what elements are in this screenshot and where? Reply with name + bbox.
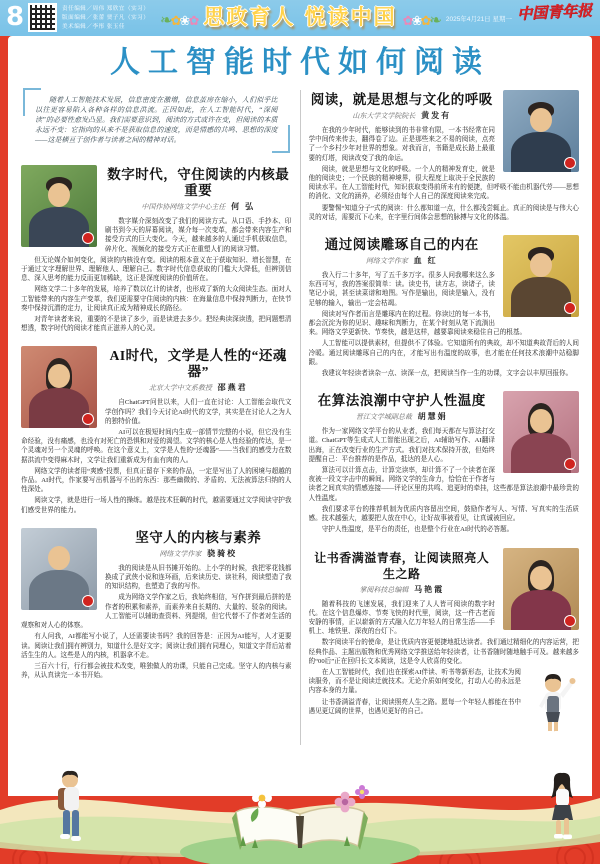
paragraph: 算法可以计算点击，计算完读率，却计算不了一个读者在深夜被一段文字击中的瞬间。网络文学的生命力，恰恰在于作者与读者之间真实的情感连接——评论区里的共鸣、追更时的牵挂，这些都是算法浪潮中最珍贵的人性温度。: [308, 467, 579, 502]
banner-title: 思政育人 悦读中国: [203, 5, 397, 29]
article-byline: 中国作协网络文学中心主任 何 弘: [141, 202, 256, 211]
paragraph: 自ChatGPT问世以来，人们一直在讨论：人工智能会取代文学创作吗？我们今天讨论AI时代的文学，其实是在讨论人之为人的独特价值。: [105, 399, 292, 425]
paragraph: AI可以在极短时间内生成一部情节完整的小说，但它没有生命经验，没有痛感，也没有对死亡的恐惧和对爱的渴望。文学的核心是人性经验的传达，是一个灵魂对另一个灵魂的呼唤。在这个意义上，文学是人性的“还魂器”——当我们的感受力在数据洪流中变得麻木时，文学让我们重新成为有血有肉的人。: [21, 429, 292, 464]
flower-decoration-icon: ❧✿❀✿: [160, 12, 198, 29]
article-title: 通过阅读雕琢自己的内在: [324, 237, 479, 253]
article-byline: 北京大学中文系教授 邵燕君: [148, 383, 248, 393]
author-photo: [503, 90, 579, 172]
page-number: 8: [6, 2, 25, 32]
credit-line: 版面编辑／张蕾 贾子凡（实习）: [62, 14, 150, 21]
paragraph: 网络文学的读者用“爽感”投票，但真正留存下来的作品，一定是写出了人的困境与超越的作品。AI时代，作家要写出机器写不出的东西：那些幽微的、矛盾的、无法被算法归纳的人性深处。: [21, 467, 292, 494]
article-title: 在算法浪潮中守护人性温度: [317, 393, 486, 409]
paragraph: 阅读，就是思想与文化的呼吸。一个人的精神发育史，就是他的阅读史；一个民族的精神境界，很大程度上取决于全民族的阅读水平。在人工智能时代，知识获取变得前所未有的便捷，但呼吸不能由机器代劳——思想的消化、文化的涵养，必须经由每个人自己的深度阅读来完成。: [308, 165, 579, 201]
flower-decoration-icon: ✿❀✿❧: [402, 12, 440, 29]
paragraph: 阅读对写作者而言是雕琢内在的过程。你读过的每一本书，都会沉淀为你的见识、趣味和判断力，在某个时刻从笔下流淌出来。网络文学更新快、节奏快，越是这样，越要靠阅读来稳住自己的根基。: [308, 310, 527, 337]
paragraph: 人工智能可以提供素材，但提供不了体验。它知道所有的典故，却不知道典故背后的人间冷暖。通过阅读雕琢自己的内在，才能写出有温度的故事，也才能在任何技术浪潮中站稳脚跟。: [308, 340, 579, 366]
author-photo: [21, 165, 97, 247]
pattern-circles: [13, 840, 593, 864]
paragraph: 随着科技的飞速发展，我们迎来了人人皆可阅读的数字时代。在这个信息爆炸、节奏飞快的时代里，阅读，这一件古老而安静的事情，正以崭新的方式融入亿万年轻人的日常生活——手机上、地铁里、深夜的台灯下。: [308, 600, 495, 636]
main-headline: 人工智能时代如何阅读: [110, 46, 490, 79]
paragraph: 三百六十行，行行都会被技术改变，唯独做人的功课，只能自己完成。坚守人的内核与素养，从认真读完一本书开始。: [21, 662, 292, 680]
author-photo: [503, 391, 579, 473]
video-badge-icon: [564, 458, 576, 470]
paragraph: 我入行二十多年，写了五千多万字。很多人问我哪来这么多东西可写，我的答案很简单：读。读史书，读方志，读诸子，读笔记小说，甚至读菜谱和地图。写作是输出，阅读是输入，没有足够的输入，输出一定会枯竭。: [308, 272, 495, 307]
paragraph: 阅读文学，就是进行一场人性的操练。越是技术狂飙的时代，越需要通过文学阅读守护我们感受世界的能力。: [21, 497, 292, 514]
article-byline: 掌阅科技总编辑 马艳霞: [359, 584, 445, 594]
paragraph: 数字媒介深刻改变了我们的阅读方式。从口语、手抄本、印刷书到今天的屏幕阅读，媒介每一次变革，都会带来内容生产和接受方式的巨大变化。今天，越来越多的人通过手机获取信息，碎片化、视频化的接受方式正在重塑人们的阅读习惯。: [105, 218, 292, 253]
article-title: 让书香满溢青春，让阅读照亮人生之路: [314, 550, 490, 581]
author-photo: [503, 548, 579, 630]
intro-text: 随着人工智能技术发展，信息密度在激增，信息茧房在缩小，人们似乎比以往更容易陷入各种各样的信息洪流。正因如此，在人工智能时代，“深阅读”的必要性愈发凸显。我们需要意识到，阅读的方式或许在变，但阅读的本质永远不变：它指向的从来不是获取信息的速度，而是情感的共鸣、思想的深度——这是横亘于创作者与读者之间的精神对话。: [35, 96, 278, 144]
paragraph: 让书香满溢青春，让阅读照亮人生之路。愿每一个年轻人都能在书中遇见更辽阔的世界，也遇见更好的自己。: [308, 698, 521, 715]
paragraph: 网络文学二十多年的发展，培养了数以亿计的读者，也形成了新的大众阅读生态。面对人工智能带来的内容生产变革，我们更需要守住阅读的内核：在海量信息中保持判断力，在快节奏中保持沉潜的定力，让阅读真正成为精神成长的路径。: [21, 286, 292, 312]
page-top-bar: [0, 0, 600, 36]
article-thought-culture: [309, 88, 580, 224]
date-line: 2025年4月21日 星期一: [445, 16, 512, 23]
paragraph: 作为一家网络文学平台的从业者，我们每天都在与算法打交道。ChatGPT等生成式人工智能出现之后，AI辅助写作、AI翻译出海，正在改变行业的生产方式。我们对技术保持开放，但始终提醒自己：平台推荐的是作品，抵达的是人心。: [308, 428, 495, 463]
intro-box: [23, 88, 290, 153]
article-byline: 网络文学作家 骁骑校: [159, 548, 238, 558]
paragraph: 守护人性温度，是平台的责任，也是整个行业在AI时代的必答题。: [321, 526, 514, 534]
author-photo: [503, 235, 579, 317]
paragraph: 但无论媒介如何变化，阅读的内核没有变。阅读的根本意义在于获取知识、增长智慧，在于通过文字理解世界、理解他人、理解自己。数字时代信息获取的门槛大大降低，但辨别信息、深入思考的能力反而更加稀缺，这正是深度阅读的价值所在。: [21, 256, 292, 283]
article-title: 数字时代，守住阅读的内核最重要: [107, 167, 290, 198]
video-badge-icon: [564, 302, 576, 314]
article-byline: 晋江文学城副总裁 胡慧娟: [355, 412, 448, 422]
paragraph: 成为网络文学作家之后，我始终相信，写作拼到最后拼的是作者的积累和素养，而素养来自长期的、大量的、驳杂的阅读。人工智能可以辅助查资料、列提纲，但它代替不了作者对生活的观察和对人心的体察。: [21, 594, 292, 630]
paragraph: 有人问我，AI都能写小说了，人还需要读书吗？我的回答是：正因为AI能写，人才更要读。阅读让我们拥有辨别力，知道什么是好文字；阅读让我们拥有同理心，知道文字背后站着活生生的人。这些是人的内核，机器拿不走。: [21, 633, 292, 659]
columns: [21, 88, 579, 745]
article-byline: 山东大学文学院院长 黄发有: [352, 111, 452, 120]
video-badge-icon: [82, 232, 94, 244]
article-title: 阅读，就是思想与文化的呼吸: [310, 92, 493, 107]
paragraph: 我的阅读是从旧书摊开始的。上小学的时候，我把零花钱都换成了武侠小说和连环画，后来读历史、读社科，阅读塑造了我的知识结构，也塑造了我的写作。: [105, 564, 292, 591]
article-human-core: [21, 526, 292, 682]
paragraph: 我们要求平台的推荐机制为优质内容留出空间，鼓励作者写人、写情、写真实的生活质感。技术越强大，越要把人放在中心，让好故事被看见，让真诚被回应。: [308, 505, 579, 523]
video-badge-icon: [564, 615, 576, 627]
article-digital-era: [21, 163, 292, 335]
credit-line: 责任编辑／周伟 郑欣宜（实习）: [62, 6, 150, 12]
article-title: AI时代，文学是人性的“还魂器”: [109, 348, 287, 380]
paragraph: 要警惕“知道分子”式的阅读：什么都知道一点，什么都浅尝辄止。真正的阅读是与伟大心灵的对话，需要沉下心来，在字里行间体会思想的脉搏与文化的体温。: [308, 204, 579, 221]
cheering-girl-illustration: [527, 668, 579, 736]
paragraph: 我建议年轻读者读杂一点、读深一点，把阅读当作一生的功课，文字会以丰厚回报你。: [321, 370, 573, 378]
right-column: [309, 88, 580, 745]
article-algorithm-warmth: [309, 389, 580, 536]
column-divider: [300, 90, 301, 745]
paragraph: 对青年读者来说，重要的不是读了多少，而是读进去多少。把经典读深读透，把问题想清想透，数字时代的阅读才能真正滋养人的心灵。: [21, 316, 292, 333]
video-badge-icon: [82, 595, 94, 607]
author-photo: [21, 346, 97, 428]
paragraph: 在我的少年时代，能够读到的书非常有限，一本书经常在同学中间传来传去，翻得卷了边。正是那些来之不易的阅读，点亮了一个乡村少年对世界的想象。对我而言，书籍是成长路上最重要的灯塔，阅读改变了我的命运。: [308, 127, 495, 162]
paragraph: 数字阅读平台的使命，是让优质内容更便捷地抵达读者。我们通过精细化的内容运营，把经典作品、主题出版物和优秀网络文学推送给年轻读者，让书香随时随地触手可及。越来越多的“00后”正在回归长文本阅读，这是令人欣喜的变化。: [308, 639, 579, 665]
content-card: [8, 36, 592, 818]
author-photo: [21, 528, 97, 610]
article-title: 坚守人的内核与素养: [135, 529, 262, 545]
left-column: [21, 88, 292, 745]
masthead-logo: 中国青年报: [516, 3, 593, 23]
video-badge-icon: [82, 413, 94, 425]
article-inner-self: [309, 233, 580, 380]
video-badge-icon: [564, 157, 576, 169]
article-book-fragrance: [309, 546, 580, 736]
article-ai-literature: [21, 344, 292, 516]
paragraph: 在人工智能时代，我们也在探索AI伴读、听书等新形态，让技术为阅读服务，而不是让阅读迁就技术。无论介质如何变化，打动人心的永远是内容本身的力量。: [308, 668, 521, 695]
article-byline: 网络文学作家 血 红: [365, 256, 438, 266]
credit-line: 美术编辑／李彤 张玉佳: [62, 23, 125, 30]
